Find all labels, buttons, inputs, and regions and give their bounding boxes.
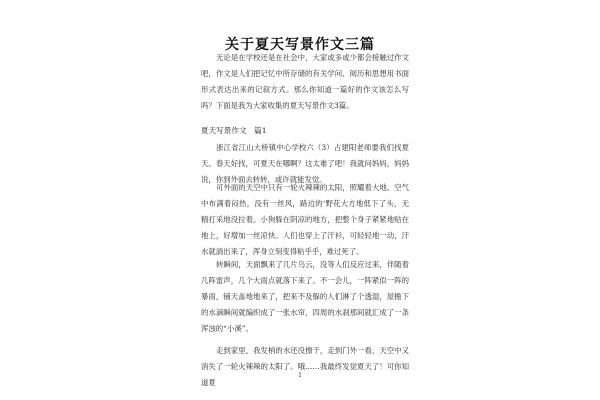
body-paragraph-2: 可外面的天空中只有一轮火辣辣的太阳，照耀着大地。空气中布满着闷热，没有一丝风，路边的‘野花大方地低下了头，无精打采地没拉着。小狗躲在阴凉的地方，把整个身子紧紧地贴在地上，好增加一丝凉快。人们也穿上了汗衫，可轻轻地一动，汗水就淌出来了，浑身立刻变得粘乎乎，难过死了。 — [201, 183, 409, 256]
body-paragraph-1: 浙江省江山大桥镇中心学校六（3）占建阳老师要我们找夏天。春天好找，可夏天在哪啊？这太难了吧！我就问妈妈，妈妈说，你到外面去转转，或许就能发觉。 — [201, 143, 409, 184]
section-heading: 夏天写景作文 篇1 — [201, 126, 267, 135]
body-paragraph-3: 转瞬间，天面飘来了几片乌云，没等人们反应过来，伴随着几阵雷声，几个大雨点就落下来了。不一会儿，一阵紧似一阵的暴雨，铺天盖地地来了，把来不及躲的人们淋了个透湿，屋檐下的水滴瞬间就编织成了一张水帘，四周的水刹那间就汇成了一条浑浊的“小溪”。 — [201, 260, 409, 333]
body-paragraph-4: 走到家里，我发梢的水还没擦干，走到门外一看，天空中又消失了一轮火辣辣的太阳了。哦……我最终发觉夏天了！可你知道夏 — [201, 346, 409, 387]
document-title: 关于夏天写景作文三篇 — [225, 37, 375, 53]
intro-paragraph: 无论是在学校还是在社会中，大家或多或少都会接触过作文吧，作文是人们把记忆中所存储的有关学问、阅历和思想用书面形式表达出来的记叙方式。那么你知道一篇好的作文该怎么写吗？下面是我为大家收集的夏天写景作文3篇。 — [201, 53, 409, 110]
page-number: 1 — [298, 372, 302, 379]
